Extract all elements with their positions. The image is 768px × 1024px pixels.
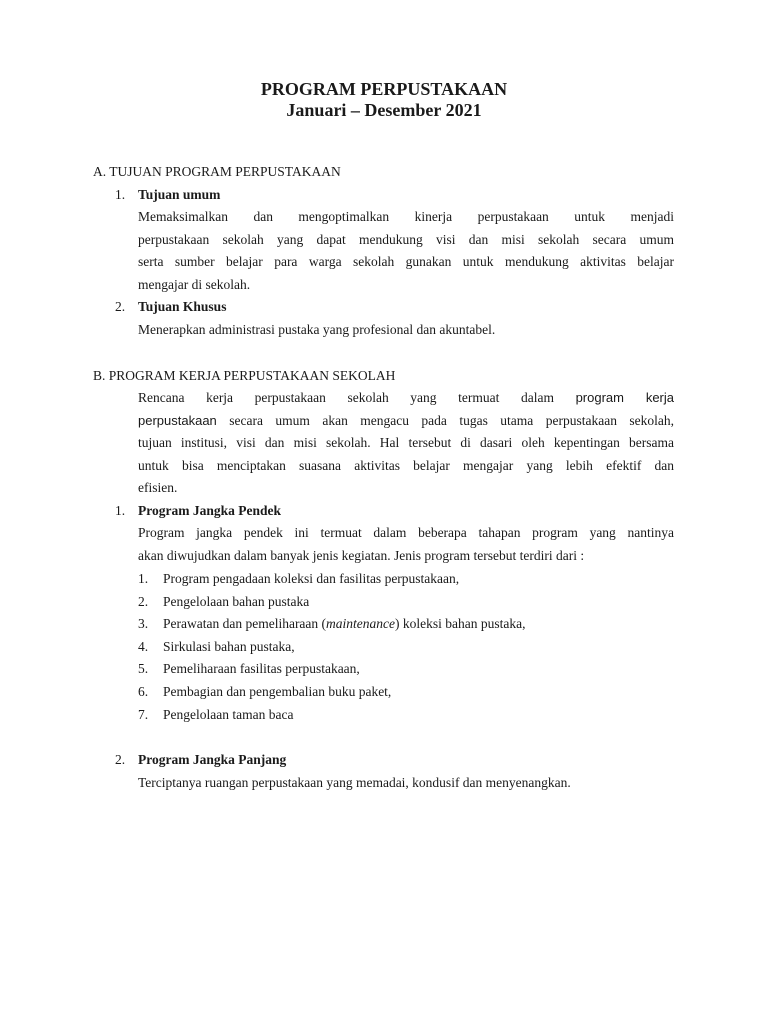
section-a-item-2 <box>115 298 226 316</box>
list-item <box>138 636 526 659</box>
list-text-italic: maintenance <box>326 616 396 632</box>
jangka-panjang-paragraph <box>138 772 674 795</box>
list-number: 6. <box>138 683 149 699</box>
intro-text: Rencana kerja perpustakaan sekolah yang termuat dalam <box>138 390 554 405</box>
item-label: Program Jangka Panjang <box>138 752 287 767</box>
list-text: Sirkulasi bahan pustaka, <box>163 638 295 654</box>
paragraph-line: efisien. <box>138 480 178 496</box>
list-item <box>138 658 526 681</box>
paragraph-line: akan diwujudkan dalam banyak jenis kegiatan. Jenis program tersebut terdiri dari : <box>138 547 585 563</box>
paragraph-line: untuk bisa menciptakan suasana aktivitas belajar mengajar yang lebih efektif dan <box>138 457 674 473</box>
paragraph-line: perpustakaan sekolah yang dapat mendukung visi dan misi sekolah secara umum <box>138 231 674 247</box>
item-label: Program Jangka Pendek <box>138 503 282 518</box>
item-number: 2. <box>115 299 126 314</box>
list-number: 2. <box>138 593 149 609</box>
section-b-heading: B. PROGRAM KERJA PERPUSTAKAAN SEKOLAH <box>93 368 396 383</box>
tujuan-umum-paragraph <box>138 206 674 296</box>
paragraph-line: Program jangka pendek ini termuat dalam beberapa tahapan program yang nantinya <box>138 525 674 540</box>
list-text: Pengelolaan bahan pustaka <box>163 593 310 609</box>
document-subtitle: Januari – Desember 2021 <box>286 100 482 120</box>
paragraph-line: tujuan institusi, visi dan misi sekolah. Hal tersebut di dasari oleh kepentingan bersama <box>138 435 674 451</box>
list-item <box>138 568 526 591</box>
item-number: 1. <box>115 187 126 202</box>
section-b-item-1 <box>115 502 281 520</box>
list-number: 5. <box>138 661 149 677</box>
list-number: 1. <box>138 571 149 586</box>
list-item <box>138 613 526 636</box>
section-a-heading: A. TUJUAN PROGRAM PERPUSTAKAAN <box>93 164 341 179</box>
document-title: PROGRAM PERPUSTAKAAN <box>260 79 508 99</box>
paragraph-line <box>138 387 674 410</box>
paragraph-line <box>138 410 674 433</box>
intro-text: secara umum akan mengacu pada tugas utama perpustakaan sekolah, <box>229 412 674 428</box>
item-label: Tujuan Khusus <box>138 299 227 314</box>
list-text: Pembagian dan pengembalian buku paket, <box>163 683 392 699</box>
list-text: Pemeliharaan fasilitas perpustakaan, <box>163 661 360 677</box>
program-list <box>138 568 526 726</box>
list-number: 4. <box>138 638 149 654</box>
list-item <box>138 704 526 727</box>
list-item <box>138 591 526 614</box>
section-b-item-2 <box>115 751 286 769</box>
list-number: 3. <box>138 616 149 632</box>
list-text: Pengelolaan taman baca <box>163 706 294 722</box>
list-text: Perawatan dan pemeliharaan ( <box>163 616 327 632</box>
jangka-pendek-paragraph <box>138 522 674 567</box>
program-kerja-intro <box>138 387 674 500</box>
paragraph-line: serta sumber belajar para warga sekolah gunakan untuk mendukung aktivitas belajar <box>138 254 674 270</box>
paragraph-line: mengajar di sekolah. <box>138 276 251 292</box>
list-text: Program pengadaan koleksi dan fasilitas perpustakaan, <box>163 571 460 586</box>
item-number: 2. <box>115 752 126 767</box>
list-text: ) koleksi bahan pustaka, <box>395 616 526 632</box>
item-number: 1. <box>115 503 126 518</box>
paragraph-line: Terciptanya ruangan perpustakaan yang memadai, kondusif dan menyenangkan. <box>138 775 571 790</box>
tujuan-khusus-paragraph <box>138 319 674 342</box>
item-label: Tujuan umum <box>138 187 221 202</box>
program-kerja-link[interactable]: program kerja <box>575 390 674 405</box>
section-a-item-1 <box>115 186 220 204</box>
perpustakaan-link[interactable]: perpustakaan <box>138 412 217 428</box>
paragraph-line: Memaksimalkan dan mengoptimalkan kinerja perpustakaan untuk menjadi <box>138 209 674 224</box>
list-number: 7. <box>138 706 149 722</box>
list-item <box>138 681 526 704</box>
paragraph-line: Menerapkan administrasi pustaka yang profesional dan akuntabel. <box>138 322 496 337</box>
